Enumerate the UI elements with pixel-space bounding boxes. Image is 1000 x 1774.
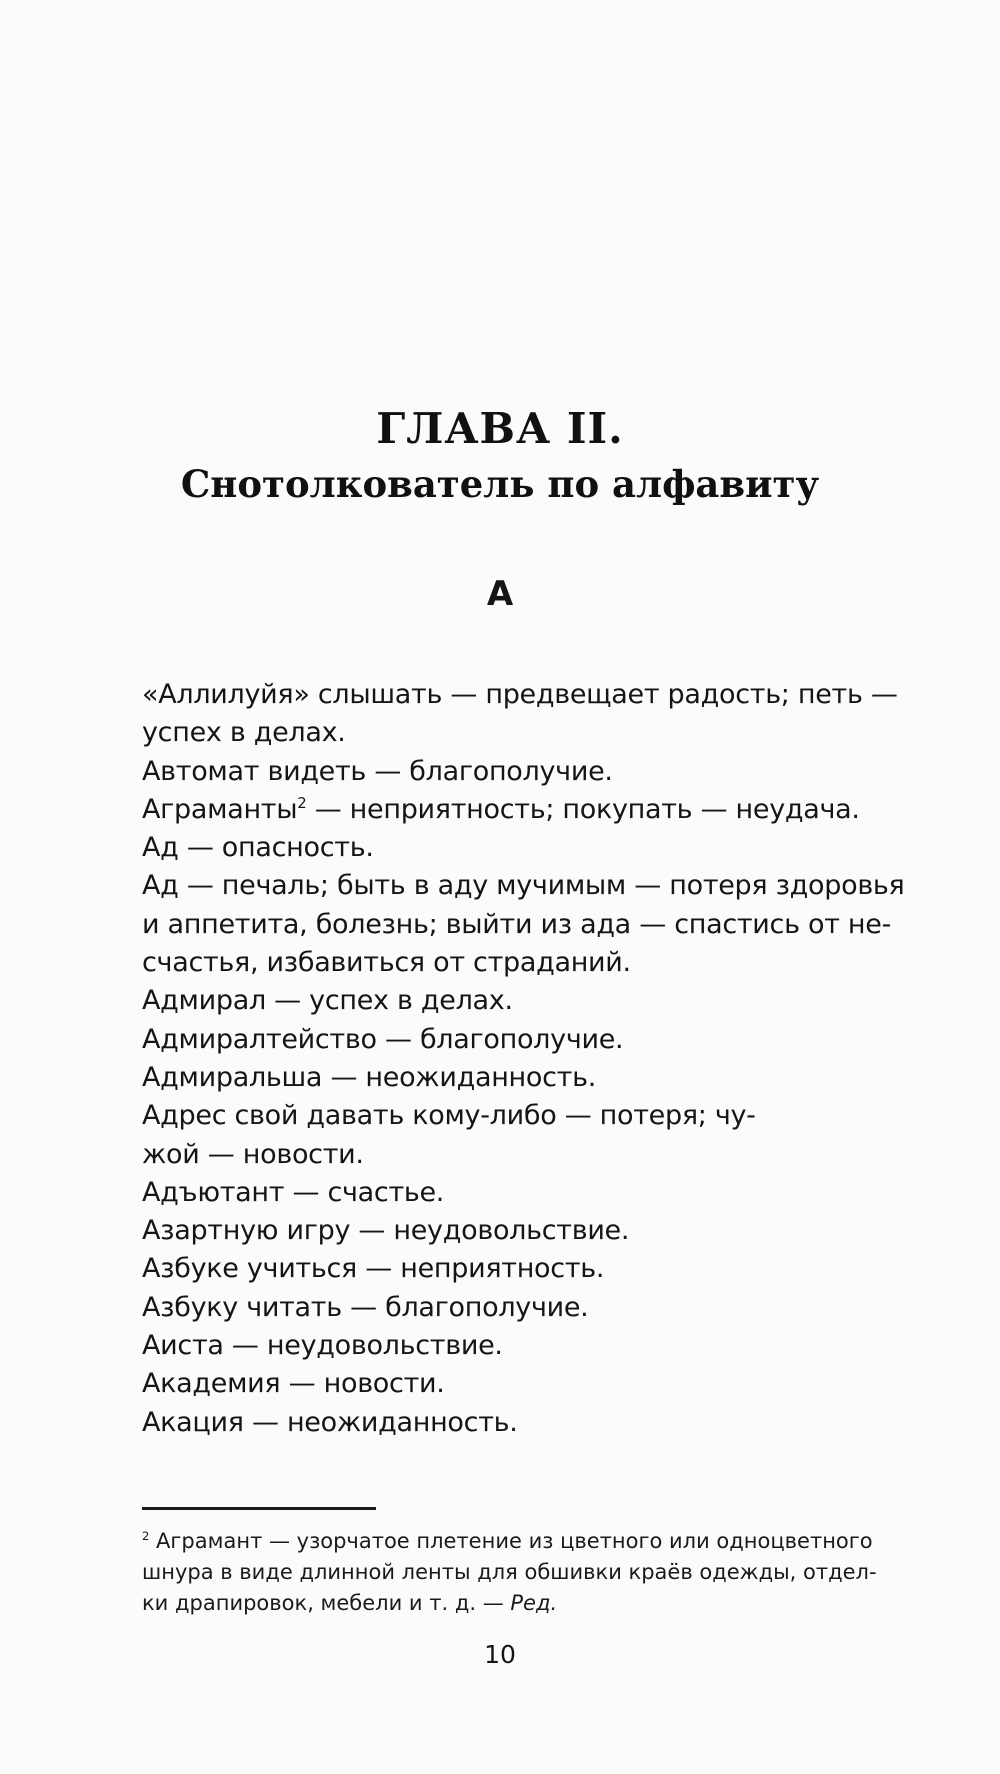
entry-text: — неприятность; покупать — неудача. [306, 793, 860, 825]
entry-line: Автомат видеть — благополучие. [142, 755, 613, 787]
footnote-reference: 2 [297, 793, 307, 812]
footnote [142, 1526, 962, 1619]
entry-word: Аграманты [142, 793, 298, 825]
entry-line: счастья, избавиться от страданий. [142, 947, 631, 979]
entry-line: Акация — неожиданность. [142, 1406, 518, 1438]
entry-line: и аппетита, болезнь; выйти из ада — спастись от не- [142, 908, 892, 940]
entry-line: Адмирал — успех в делах. [142, 985, 513, 1017]
footnote-text: Аграмант — узорчатое плетение из цветного или одноцветного [149, 1529, 873, 1553]
entry-line: Академия — новости. [142, 1368, 445, 1400]
footnote-mark: 2 [142, 1529, 150, 1543]
footnote-line: шнура в виде длинной ленты для обшивки краёв одежды, отдел- [142, 1560, 877, 1584]
footnote-line [142, 1526, 962, 1557]
entry-line-with-footnote [142, 791, 942, 829]
footnote-separator [142, 1507, 376, 1510]
page-number: 10 [484, 1640, 516, 1669]
entry-line: жой — новости. [142, 1138, 364, 1170]
editor-note: Ред. [510, 1591, 558, 1615]
chapter-number: ГЛАВА II. [376, 404, 624, 453]
entry-line: Адрес свой давать кому-либо — потеря; чу- [142, 1100, 756, 1132]
entry-line: Аиста — неудовольствие. [142, 1330, 503, 1362]
entry-line: Ад — печаль; быть в аду мучимым — потеря здоровья [142, 870, 905, 902]
entry-line: Азбуке учиться — неприятность. [142, 1253, 605, 1285]
entry-line: Азартную игру — неудовольствие. [142, 1215, 630, 1247]
chapter-title: Снотолкователь по алфавиту [180, 462, 820, 506]
entry-line: Адмиральша — неожиданность. [142, 1061, 596, 1093]
entry-line: Адъютант — счастье. [142, 1176, 445, 1208]
footnote-text: ки драпировок, мебели и т. д. — [142, 1591, 511, 1615]
entry-line: Ад — опасность. [142, 832, 374, 864]
entry-line: Азбуку читать — благополучие. [142, 1291, 589, 1323]
entry-line: Адмиралтейство — благополучие. [142, 1023, 624, 1055]
entry-line: «Аллилуйя» слышать — предвещает радость; петь — [142, 679, 898, 710]
section-letter: А [486, 574, 514, 614]
footnote-line [142, 1588, 962, 1619]
entry-line: успех в делах. [142, 717, 346, 749]
dream-entries [142, 676, 942, 1442]
